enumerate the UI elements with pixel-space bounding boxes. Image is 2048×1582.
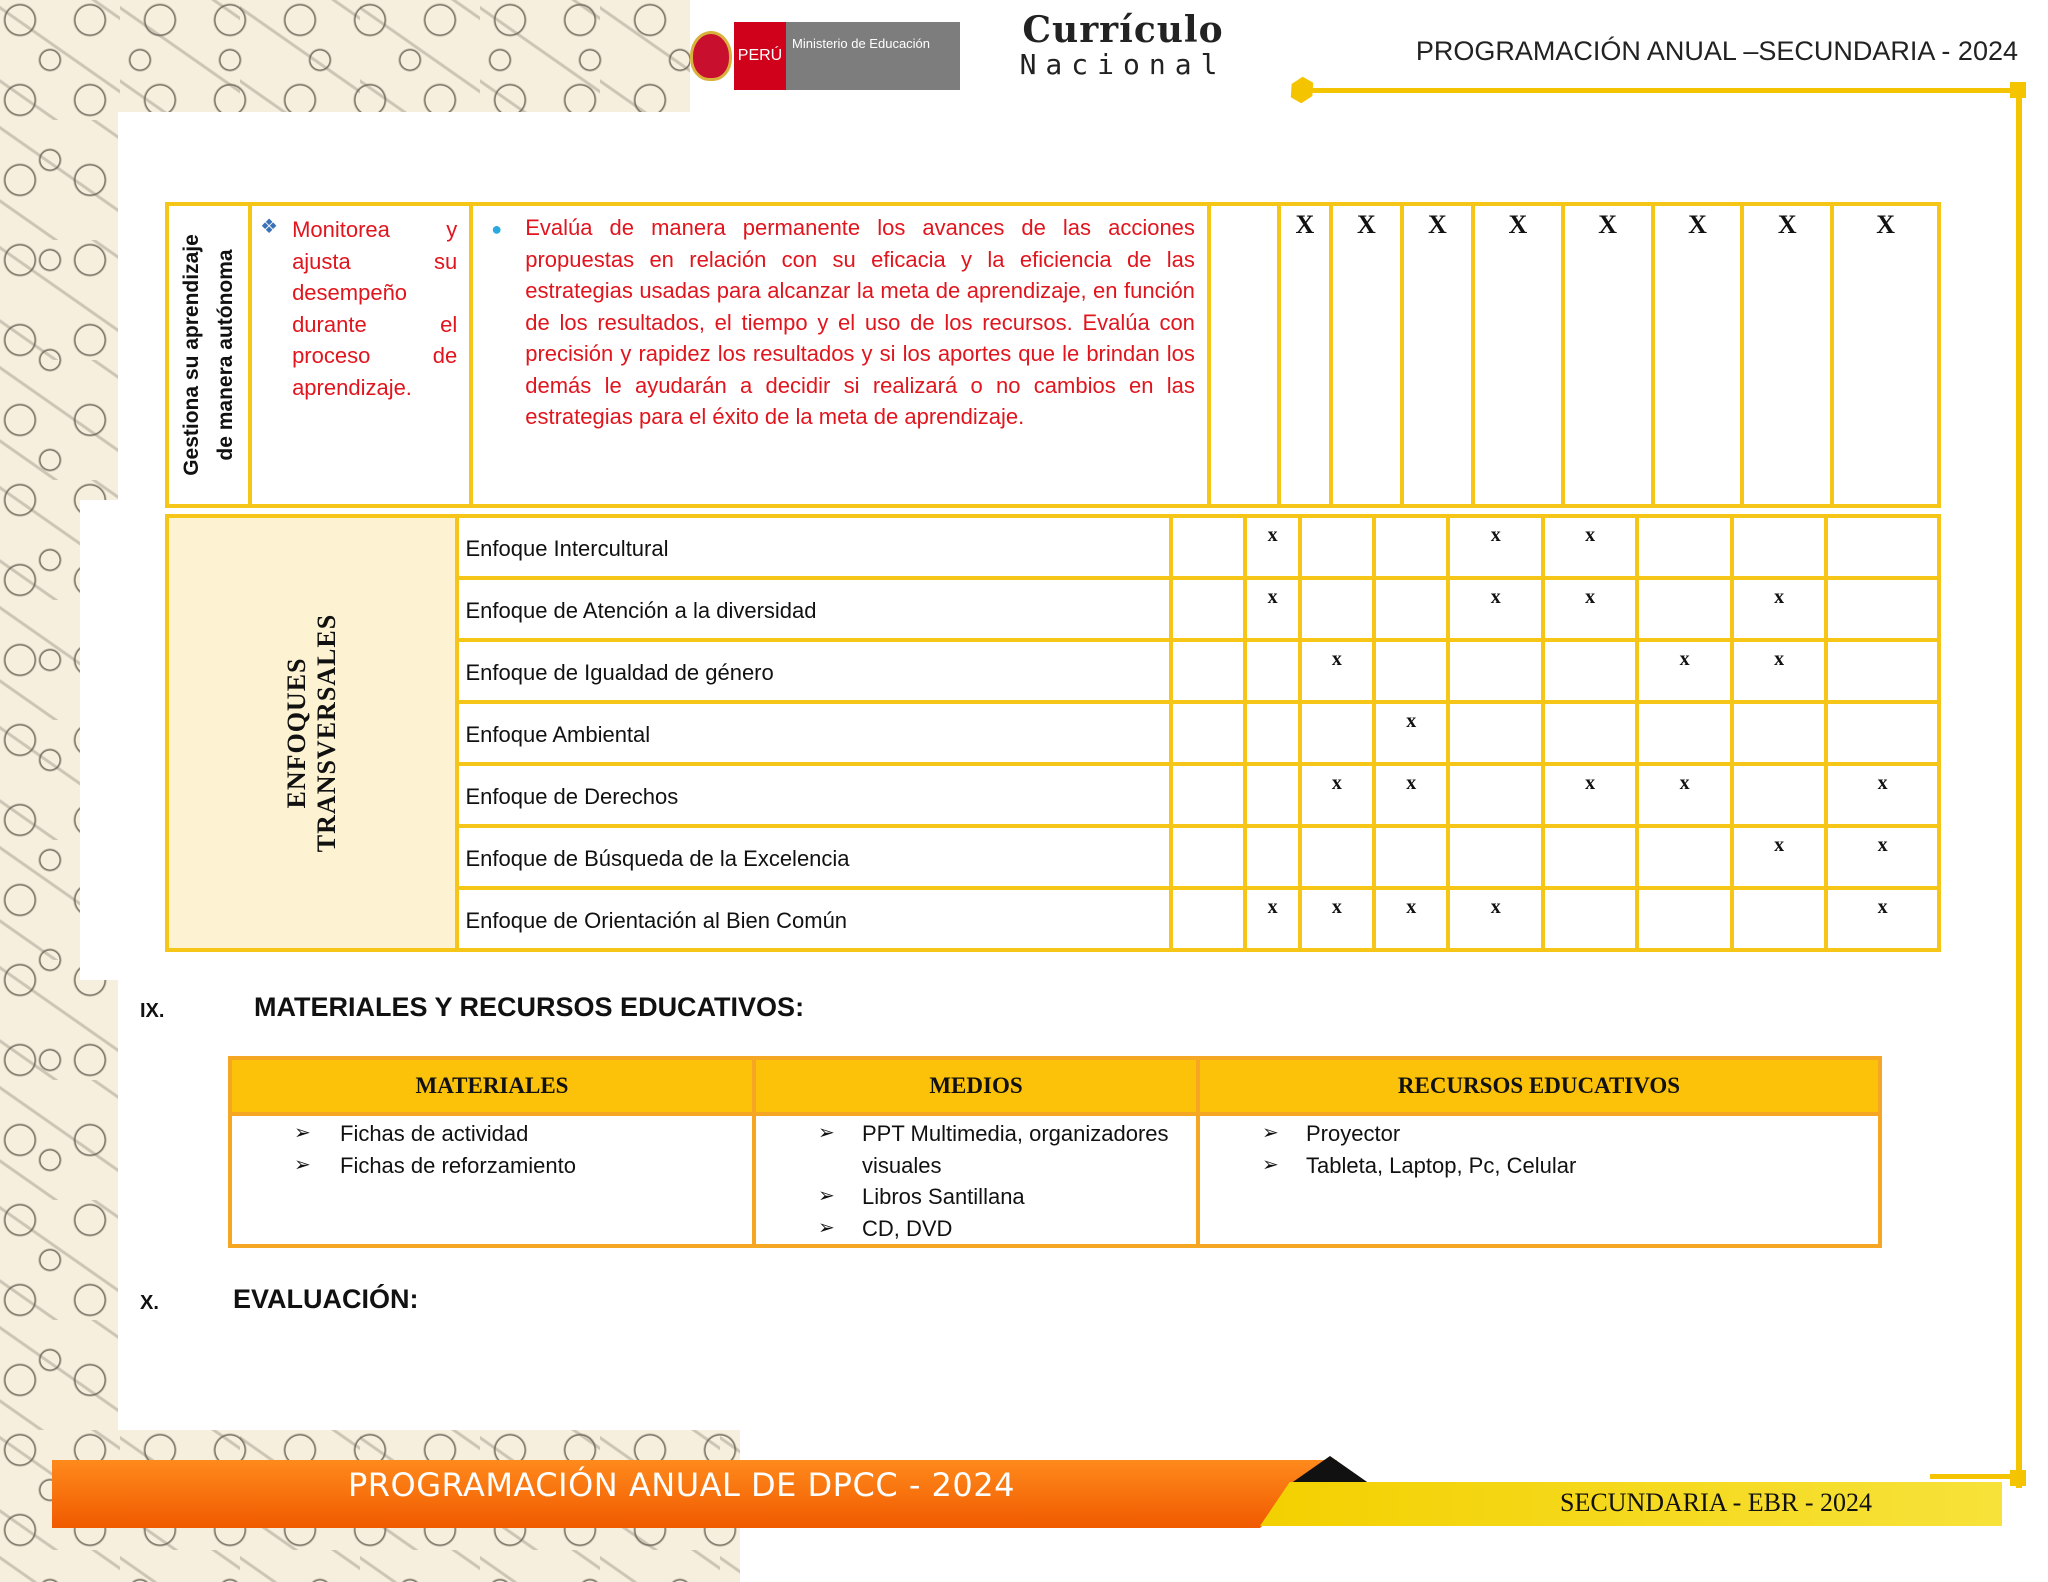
header-rule: [1300, 88, 2022, 93]
enfoque-name: Enfoque de Atención a la diversidad: [457, 578, 1171, 640]
right-frame-rule: [2016, 88, 2022, 1488]
enfoque-name: Enfoque de Derechos: [457, 764, 1171, 826]
content-panel-edge: [80, 500, 120, 980]
mark-cell: [1732, 764, 1826, 826]
mark-cell: X: [1279, 204, 1331, 506]
enfoques-heading: ENFOQUES TRANSVERSALES: [282, 613, 342, 853]
mark-cell: x: [1245, 888, 1299, 950]
mark-cell: x: [1245, 578, 1299, 640]
header-title: PROGRAMACIÓN ANUAL –SECUNDARIA - 2024: [1415, 36, 2018, 66]
list-item-text: Libros Santillana: [862, 1184, 1025, 1209]
arrow-bullet-icon: ➢: [294, 1153, 311, 1176]
list-item-text: Tableta, Laptop, Pc, Celular: [1306, 1152, 1577, 1178]
mark-cell: [1637, 888, 1731, 950]
list-item: [1200, 1118, 1878, 1150]
materiales-list: [232, 1116, 752, 1181]
mark-cell: x: [1374, 764, 1448, 826]
list-item-text: Proyector: [1306, 1121, 1401, 1146]
mark-cell: x: [1543, 578, 1637, 640]
ministerio-logo: [688, 22, 960, 90]
table-row: [167, 204, 1939, 506]
doodle-background-top: [0, 0, 690, 112]
section-ix-number: IX.: [140, 1000, 165, 1022]
curriculo-nacional-logo: [998, 10, 1248, 80]
section-x-number: X.: [140, 1292, 159, 1314]
mark-cell: [1637, 826, 1731, 888]
mark-cell: [1209, 204, 1279, 506]
materiales-cell: [230, 1114, 754, 1246]
mark-cell: [1448, 764, 1542, 826]
mark-cell: [1637, 702, 1731, 764]
list-item-text: PPT Multimedia, organizadores visuales: [862, 1121, 1169, 1178]
materials-table: [228, 1056, 1882, 1248]
arrow-bullet-icon: ➢: [1262, 1153, 1279, 1176]
logo-ministerio-label: Ministerio de Educación: [786, 22, 960, 90]
mark-cell: x: [1543, 516, 1637, 578]
list-item: [756, 1118, 1196, 1181]
enfoques-table: [165, 514, 1941, 952]
mark-cell: [1826, 516, 1939, 578]
capacity-cell: [250, 204, 471, 506]
mark-cell: [1300, 578, 1374, 640]
mark-cell: x: [1543, 764, 1637, 826]
mark-cell: x: [1374, 888, 1448, 950]
arrow-bullet-icon: ➢: [1262, 1122, 1279, 1144]
mark-cell: [1826, 578, 1939, 640]
mark-cell: x: [1637, 764, 1731, 826]
mark-cell: [1374, 578, 1448, 640]
mark-cell: [1543, 640, 1637, 702]
list-item: [756, 1213, 1196, 1245]
mark-cell: x: [1300, 888, 1374, 950]
recursos-list: [1200, 1116, 1878, 1181]
mark-cell: [1171, 702, 1245, 764]
mark-cell: [1171, 578, 1245, 640]
mark-cell: x: [1732, 640, 1826, 702]
mark-cell: [1245, 764, 1299, 826]
mark-cell: x: [1448, 578, 1542, 640]
table-row: [230, 1114, 1880, 1246]
mark-cell: X: [1653, 204, 1743, 506]
mark-cell: x: [1637, 640, 1731, 702]
capacity-text: Monitorea y ajusta su desempeño durante el proceso de aprendizaje.: [292, 217, 458, 400]
list-item-text: Fichas de actividad: [340, 1121, 529, 1146]
mark-cell: X: [1563, 204, 1653, 506]
mark-cell: x: [1448, 516, 1542, 578]
enfoque-name: Enfoque de Orientación al Bien Común: [457, 888, 1171, 950]
mark-cell: [1171, 826, 1245, 888]
mark-cell: X: [1402, 204, 1473, 506]
mark-cell: X: [1742, 204, 1832, 506]
column-header-materiales: MATERIALES: [230, 1058, 754, 1114]
mark-cell: [1171, 764, 1245, 826]
mark-cell: x: [1732, 826, 1826, 888]
enfoque-name: Enfoque Ambiental: [457, 702, 1171, 764]
section-x-title: EVALUACIÓN:: [233, 1284, 419, 1314]
mark-cell: [1543, 702, 1637, 764]
enfoques-heading-cell: [167, 516, 457, 950]
mark-cell: x: [1300, 640, 1374, 702]
mark-cell: [1374, 516, 1448, 578]
round-bullet-icon: ●: [491, 219, 503, 239]
arrow-bullet-icon: ➢: [818, 1185, 835, 1207]
mark-cell: [1300, 826, 1374, 888]
enfoque-name: Enfoque de Búsqueda de la Excelencia: [457, 826, 1171, 888]
curriculo-line1: Currículo: [1022, 9, 1224, 51]
mark-cell: [1732, 702, 1826, 764]
column-header-recursos: RECURSOS EDUCATIVOS: [1198, 1058, 1880, 1114]
list-item: [232, 1118, 752, 1150]
mark-cell: [1374, 826, 1448, 888]
arrow-bullet-icon: ➢: [818, 1122, 835, 1144]
mark-cell: x: [1448, 888, 1542, 950]
mark-cell: x: [1826, 826, 1939, 888]
mark-cell: [1245, 640, 1299, 702]
mark-cell: x: [1826, 764, 1939, 826]
performance-cell: [471, 204, 1209, 506]
mark-cell: [1826, 702, 1939, 764]
mark-cell: x: [1245, 516, 1299, 578]
curriculo-line2: Nacional: [1019, 48, 1227, 81]
diamond-bullet-icon: ❖: [260, 216, 278, 238]
arrow-bullet-icon: ➢: [818, 1216, 835, 1239]
mark-cell: x: [1732, 578, 1826, 640]
medios-list: [756, 1116, 1196, 1244]
enfoque-name: Enfoque de Igualdad de género: [457, 640, 1171, 702]
footer-left-title: PROGRAMACIÓN ANUAL DE DPCC - 2024: [348, 1466, 1015, 1504]
competency-name: Gestiona su aprendizaje de manera autónoma: [179, 234, 237, 476]
footer-right-title: SECUNDARIA - EBR - 2024: [1560, 1488, 1873, 1517]
mark-cell: [1300, 516, 1374, 578]
mark-cell: [1448, 826, 1542, 888]
performance-text: Evalúa de manera permanente los avances de las acciones propuestas en relación con su eficacia y la eficiencia de las estrategias usadas para alcanzar la meta de aprendizaje, en función de los resultados, el tiempo y el uso de los recursos. Evalúa con precisión y rapidez los resultados y si los aportes que le brindan los demás le ayudarán a decidir si realizará o no cambios en las estrategias para el éxito de la meta de aprendizaje.: [525, 215, 1195, 429]
mark-cell: [1637, 578, 1731, 640]
arrow-bullet-icon: ➢: [294, 1122, 311, 1144]
mark-cell: [1543, 826, 1637, 888]
competency-table: [165, 202, 1941, 508]
mark-cell: x: [1300, 764, 1374, 826]
peru-seal-icon: [688, 22, 734, 90]
section-ix-title: MATERIALES Y RECURSOS EDUCATIVOS:: [254, 992, 805, 1022]
mark-cell: [1448, 702, 1542, 764]
mark-cell: [1448, 640, 1542, 702]
mark-cell: [1171, 888, 1245, 950]
recursos-cell: [1198, 1114, 1880, 1246]
column-header-medios: MEDIOS: [754, 1058, 1198, 1114]
medios-cell: [754, 1114, 1198, 1246]
list-item-text: Fichas de reforzamiento: [340, 1152, 576, 1178]
mark-cell: [1637, 516, 1731, 578]
list-item-text: CD, DVD: [862, 1215, 953, 1241]
bottom-frame-rule: [1930, 1474, 2020, 1479]
table-row: [167, 516, 1939, 578]
mark-cell: [1374, 640, 1448, 702]
list-item: [756, 1181, 1196, 1213]
logo-peru-label: PERÚ: [734, 22, 786, 90]
mark-cell: [1171, 640, 1245, 702]
mark-cell: X: [1331, 204, 1402, 506]
enfoque-name: Enfoque Intercultural: [457, 516, 1171, 578]
mark-cell: [1543, 888, 1637, 950]
table-header-row: [230, 1058, 1880, 1114]
list-item: [1200, 1150, 1878, 1182]
mark-cell: [1826, 640, 1939, 702]
mark-cell: [1732, 516, 1826, 578]
mark-cell: [1171, 516, 1245, 578]
mark-cell: x: [1374, 702, 1448, 764]
list-item: [232, 1150, 752, 1182]
mark-cell: [1300, 702, 1374, 764]
mark-cell: X: [1832, 204, 1939, 506]
mark-cell: x: [1826, 888, 1939, 950]
competency-name-cell: [167, 204, 250, 506]
mark-cell: [1245, 702, 1299, 764]
mark-cell: [1732, 888, 1826, 950]
mark-cell: X: [1473, 204, 1563, 506]
mark-cell: [1245, 826, 1299, 888]
